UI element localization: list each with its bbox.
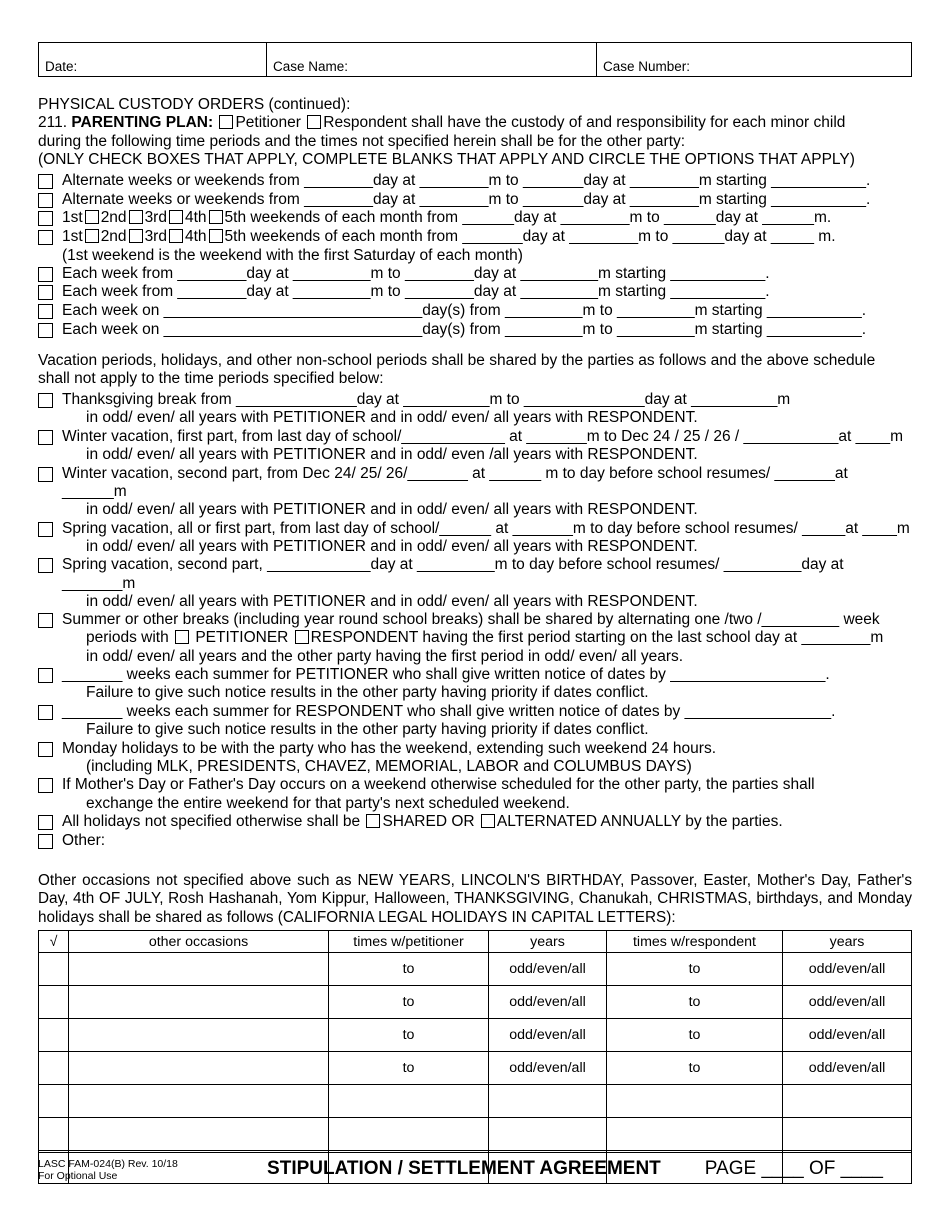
cell-years-respondent[interactable]: odd/even/all <box>783 1019 912 1052</box>
notice-row-text <box>62 666 912 702</box>
footer-title: STIPULATION / SETTLEMENT AGREEMENT <box>267 1158 661 1179</box>
cell-occasion[interactable] <box>69 1085 329 1118</box>
case-number-cell[interactable]: Case Number: <box>597 43 912 77</box>
vacation-row-sub: in odd/ even/ all years with PETITIONER and in odd/ even/ all years with RESPONDENT. <box>86 501 698 519</box>
checkbox[interactable] <box>38 323 53 338</box>
ordinal-3rd-label: 3rd <box>144 228 167 245</box>
checkbox[interactable] <box>38 393 53 408</box>
summer-line2-pre: periods with <box>86 629 169 647</box>
item-number: 211. <box>38 114 68 132</box>
ordinal-3rd-label: 3rd <box>144 209 167 227</box>
cell-years-petitioner[interactable]: odd/even/all <box>489 1019 607 1052</box>
column-header-years-petitioner: years <box>489 931 607 953</box>
summer-line2 <box>86 629 912 647</box>
alternated-checkbox[interactable] <box>481 814 495 828</box>
schedule-row-label: Each week from ________day at _________m to ________day at _________m starting ___________. <box>62 283 770 301</box>
checkbox[interactable] <box>38 742 53 757</box>
footer-form-info <box>38 1158 248 1182</box>
cell-years-respondent[interactable] <box>783 1118 912 1151</box>
checkbox[interactable] <box>38 467 53 482</box>
vacation-row-sub: in odd/ even/ all years with PETITIONER and in odd/ even /all years with RESPONDENT. <box>86 446 698 464</box>
cell-check[interactable] <box>39 1118 69 1151</box>
schedule-row-label: Each week on ______________________________day(s) from _________m to _________m starting ___________. <box>62 302 867 319</box>
vacation-intro <box>38 352 912 389</box>
vacation-row-thanksgiving[interactable] <box>38 391 912 427</box>
vacation-row-text <box>62 520 912 556</box>
checkbox[interactable] <box>38 705 53 720</box>
vacation-row-winter-second[interactable] <box>38 465 912 519</box>
notice-row-sub: Failure to give such notice results in the other party having priority if dates conflict. <box>86 721 649 739</box>
table-row[interactable] <box>39 1019 912 1052</box>
column-header-other-occasions: other occasions <box>69 931 329 953</box>
holiday-row-monday[interactable] <box>38 740 912 776</box>
vacation-row-summer-breaks[interactable] <box>38 611 912 665</box>
cell-years-petitioner[interactable]: odd/even/all <box>489 1052 607 1085</box>
vacation-row-sub: in odd/ even/ all years with PETITIONER and in odd/ even/ all years with RESPONDENT. <box>86 537 698 555</box>
ordinal-2nd-label: 2nd <box>100 209 127 227</box>
cell-times-petitioner[interactable]: to <box>329 1052 489 1085</box>
schedule-row-label <box>62 209 912 227</box>
vacation-row-spring-second[interactable] <box>38 556 912 610</box>
cell-times-petitioner[interactable] <box>329 1118 489 1151</box>
form-id: LASC FAM-024(B) Rev. 10/18 <box>38 1158 178 1170</box>
vacation-row-main: Winter vacation, second part, from Dec 24/ 25/ 26/_______ at ______ m to day before school resumes/ _______at ______m <box>62 464 848 500</box>
schedule-row-label <box>62 228 912 246</box>
date-cell[interactable]: Date: <box>39 43 267 77</box>
ordinal-5th-checkbox[interactable] <box>209 210 223 224</box>
checkbox[interactable] <box>38 778 53 793</box>
schedule-row-ordinal-1[interactable] <box>38 209 912 227</box>
schedule-row-label: Each week on ______________________________day(s) from _________m to _________m starting ___________. <box>62 320 867 338</box>
parenting-plan-line2: during the following time periods and the times not specified herein shall be for the other party: <box>38 132 686 150</box>
petitioner-label: Petitioner <box>235 114 301 132</box>
cell-occasion[interactable] <box>69 1118 329 1151</box>
cell-occasion[interactable] <box>69 1019 329 1052</box>
respondent-label: Respondent shall have the custody of and responsibility for each minor child <box>323 114 846 132</box>
vacation-row-main: Winter vacation, first part, from last day of school/____________ at _______m to Dec 24 / 25 / 26 / ___________at ____m <box>62 428 903 446</box>
vacation-row-main: Thanksgiving break from ______________day at __________m to ______________day at __________m <box>62 391 791 409</box>
holiday-row-main: Monday holidays to be with the party who has the weekend, extending such weekend 24 hours. <box>62 739 716 757</box>
notice-row-respondent[interactable] <box>38 703 912 739</box>
cell-times-petitioner[interactable] <box>329 1085 489 1118</box>
parenting-plan-line <box>38 114 912 132</box>
alternated-label: ALTERNATED ANNUALLY by the parties. <box>496 813 783 831</box>
summer-respondent-label: RESPONDENT having the first period starting on the last school day at ________m <box>310 629 884 647</box>
physical-custody-heading: PHYSICAL CUSTODY ORDERS (continued): <box>38 96 351 113</box>
vacation-row-text <box>62 391 912 427</box>
notice-row-main: _______ weeks each summer for PETITIONER who shall give written notice of dates by __________________. <box>62 666 830 684</box>
summer-line1: Summer or other breaks (including year round school breaks) shall be shared by alternating one /two /_________ week <box>62 611 880 629</box>
case-header-table <box>38 42 912 77</box>
all-holidays-text <box>62 813 912 831</box>
other-label: Other: <box>62 831 106 849</box>
cell-years-petitioner[interactable]: odd/even/all <box>489 953 607 986</box>
ordinal-1st-label: 1st <box>62 209 83 227</box>
checkbox[interactable] <box>38 304 53 319</box>
cell-years-respondent[interactable]: odd/even/all <box>783 986 912 1019</box>
ordinal-2nd-checkbox[interactable] <box>85 229 99 243</box>
holiday-row-sub: (including MLK, PRESIDENTS, CHAVEZ, MEMORIAL, LABOR and COLUMBUS DAYS) <box>86 757 692 775</box>
schedule-row-eachweekon-2[interactable] <box>38 321 912 339</box>
ordinal-3rd-checkbox[interactable] <box>129 229 143 243</box>
summer-petitioner-checkbox[interactable] <box>175 630 189 644</box>
cell-occasion[interactable] <box>69 953 329 986</box>
vacation-row-text <box>62 428 912 464</box>
cell-years-petitioner[interactable] <box>489 1085 607 1118</box>
cell-times-respondent[interactable]: to <box>607 1019 783 1052</box>
vacation-row-winter-first[interactable] <box>38 428 912 464</box>
ordinal-2nd-checkbox[interactable] <box>85 210 99 224</box>
document-page <box>38 42 912 1184</box>
schedule-row-eachweek-1[interactable] <box>38 265 912 283</box>
schedule-row-eachweekon-1[interactable] <box>38 302 912 320</box>
ordinal-tail-label: 5th weekends of each month from _______day at ________m to ______day at _____ m. <box>224 228 836 245</box>
holiday-row-sub: exchange the entire weekend for that party's next scheduled weekend. <box>86 794 570 812</box>
table-row[interactable] <box>39 1118 912 1151</box>
cell-years-petitioner[interactable]: odd/even/all <box>489 986 607 1019</box>
vacation-row-text <box>62 556 912 610</box>
ordinal-5th-checkbox[interactable] <box>209 229 223 243</box>
vacation-intro-line1: Vacation periods, holidays, and other non-school periods shall be shared by the parties as follows and the above schedule <box>38 351 876 369</box>
vacation-intro-line2: shall not apply to the time periods specified below: <box>38 370 384 388</box>
ordinal-4th-checkbox[interactable] <box>169 229 183 243</box>
other-occasions-paragraph: Other occasions not specified above such as NEW YEARS, LINCOLN'S BIRTHDAY, Passover, Easter, Mother's Day, Father's Day, 4th OF JULY, Rosh Hashanah, Yom Kippur, Halloween, THANKSGIVING, Chanukah, CHRISTMAS, birthdays, and Monday holidays shall be shared as follows (CALIFORNIA LEGAL HOLIDAYS IN CAPITAL LETTERS): <box>38 871 912 926</box>
respondent-checkbox[interactable] <box>307 115 321 129</box>
notice-row-text <box>62 703 912 739</box>
column-header-years-respondent: years <box>783 931 912 953</box>
vacation-list <box>38 391 912 850</box>
table-row[interactable] <box>39 953 912 986</box>
schedule-row-label: Each week from ________day at _________m to ________day at _________m starting ___________. <box>62 264 770 282</box>
checkbox[interactable] <box>38 193 53 208</box>
schedule-row-alternate-1[interactable] <box>38 172 912 190</box>
footer-page-number: PAGE ____ OF ____ <box>704 1158 883 1179</box>
holiday-row-all-holidays[interactable] <box>38 813 912 831</box>
schedule-list <box>38 172 912 339</box>
holiday-row-mothers-fathers-day[interactable] <box>38 776 912 812</box>
summer-line3: in odd/ even/ all years and the other party having the first period in odd/ even/ all years. <box>86 647 684 665</box>
all-holidays-pre: All holidays not specified otherwise shall be <box>62 813 361 831</box>
ordinal-4th-label: 4th <box>184 209 207 227</box>
footer-divider <box>38 1152 912 1153</box>
summer-petitioner-label: PETITIONER <box>195 629 289 647</box>
cell-occasion[interactable] <box>69 986 329 1019</box>
table-row[interactable] <box>39 1085 912 1118</box>
cell-times-respondent[interactable] <box>607 1118 783 1151</box>
cell-times-respondent[interactable] <box>607 1085 783 1118</box>
notice-row-petitioner[interactable] <box>38 666 912 702</box>
vacation-row-spring-first[interactable] <box>38 520 912 556</box>
page-footer <box>38 1152 912 1182</box>
schedule-row-label: Alternate weeks or weekends from ________day at ________m to _______day at ________m starting ___________. <box>62 172 871 190</box>
title-colon: : <box>207 114 214 132</box>
case-name-cell[interactable]: Case Name: <box>267 43 597 77</box>
summer-respondent-checkbox[interactable] <box>295 630 309 644</box>
cell-times-respondent[interactable]: to <box>607 953 783 986</box>
cell-check[interactable] <box>39 1052 69 1085</box>
column-header-check: √ <box>39 931 69 953</box>
checkbox[interactable] <box>38 668 53 683</box>
checkbox[interactable] <box>38 834 53 849</box>
notice-row-sub: Failure to give such notice results in the other party having priority if dates conflict. <box>86 684 649 702</box>
vacation-row-main: Spring vacation, second part, ____________day at _________m to day before school resumes/ _________day at _______m <box>62 556 844 592</box>
cell-years-respondent[interactable] <box>783 1085 912 1118</box>
notice-row-main: _______ weeks each summer for RESPONDENT who shall give written notice of dates by _________________. <box>62 702 836 720</box>
cell-years-petitioner[interactable] <box>489 1118 607 1151</box>
footer-center <box>248 1158 912 1180</box>
ordinal-3rd-checkbox[interactable] <box>129 210 143 224</box>
schedule-row-alternate-2[interactable] <box>38 191 912 209</box>
footer-row <box>38 1158 912 1182</box>
summer-row-text <box>62 611 912 665</box>
ordinal-1st-label: 1st <box>62 228 83 245</box>
cell-times-petitioner[interactable]: to <box>329 1019 489 1052</box>
checkbox[interactable] <box>38 815 53 830</box>
checkbox[interactable] <box>38 522 53 537</box>
vacation-row-sub: in odd/ even/ all years with PETITIONER and in odd/ even/ all years with RESPONDENT. <box>86 592 698 610</box>
ordinal-4th-label: 4th <box>184 228 207 245</box>
table-row <box>39 43 912 77</box>
table-header-row <box>39 931 912 953</box>
schedule-row-ordinal-2[interactable] <box>38 228 912 246</box>
shared-label: SHARED OR <box>382 813 475 831</box>
vacation-row-main: Spring vacation, all or first part, from last day of school/______ at _______m to day before school resumes/ _____at ____m <box>62 519 910 537</box>
checkbox[interactable] <box>38 558 53 573</box>
ordinal-4th-checkbox[interactable] <box>169 210 183 224</box>
checkbox[interactable] <box>38 613 53 628</box>
ordinal-tail-label: 5th weekends of each month from ______day at ________m to ______day at ______m. <box>224 209 832 227</box>
cell-check[interactable] <box>39 953 69 986</box>
parenting-plan-instructions: (ONLY CHECK BOXES THAT APPLY, COMPLETE BLANKS THAT APPLY AND CIRCLE THE OPTIONS THAT APPLY) <box>38 150 855 168</box>
first-weekend-note: (1st weekend is the weekend with the first Saturday of each month) <box>62 246 523 264</box>
shared-checkbox[interactable] <box>366 814 380 828</box>
schedule-row-eachweek-2[interactable] <box>38 283 912 301</box>
cell-check[interactable] <box>39 986 69 1019</box>
cell-times-petitioner[interactable]: to <box>329 953 489 986</box>
cell-times-respondent[interactable]: to <box>607 986 783 1019</box>
schedule-row-label: Alternate weeks or weekends from ________day at ________m to _______day at ________m starting ___________. <box>62 190 871 208</box>
ordinal-2nd-label: 2nd <box>100 228 127 245</box>
checkbox[interactable] <box>38 267 53 282</box>
cell-years-respondent[interactable]: odd/even/all <box>783 953 912 986</box>
vacation-row-sub: in odd/ even/ all years with PETITIONER and in odd/ even/ all years with RESPONDENT. <box>86 409 698 427</box>
cell-check[interactable] <box>39 1085 69 1118</box>
cell-check[interactable] <box>39 1019 69 1052</box>
cell-years-respondent[interactable]: odd/even/all <box>783 1052 912 1085</box>
checkbox[interactable] <box>38 230 53 245</box>
table-row[interactable] <box>39 1052 912 1085</box>
holiday-row-other[interactable] <box>38 832 912 850</box>
cell-times-petitioner[interactable]: to <box>329 986 489 1019</box>
cell-occasion[interactable] <box>69 1052 329 1085</box>
checkbox[interactable] <box>38 174 53 189</box>
checkbox[interactable] <box>38 285 53 300</box>
optional-use-note: For Optional Use <box>38 1170 118 1183</box>
checkbox[interactable] <box>38 211 53 226</box>
other-occasions-table <box>38 930 912 1184</box>
column-header-times-petitioner: times w/petitioner <box>329 931 489 953</box>
holiday-row-main: If Mother's Day or Father's Day occurs on a weekend otherwise scheduled for the other party, the parties shall <box>62 776 815 794</box>
vacation-row-text <box>62 465 912 519</box>
holiday-row-text <box>62 740 912 776</box>
holiday-row-text <box>62 776 912 812</box>
cell-times-respondent[interactable]: to <box>607 1052 783 1085</box>
table-row[interactable] <box>39 986 912 1019</box>
column-header-times-respondent: times w/respondent <box>607 931 783 953</box>
petitioner-checkbox[interactable] <box>219 115 233 129</box>
item-title: PARENTING PLAN <box>71 114 208 132</box>
checkbox[interactable] <box>38 430 53 445</box>
